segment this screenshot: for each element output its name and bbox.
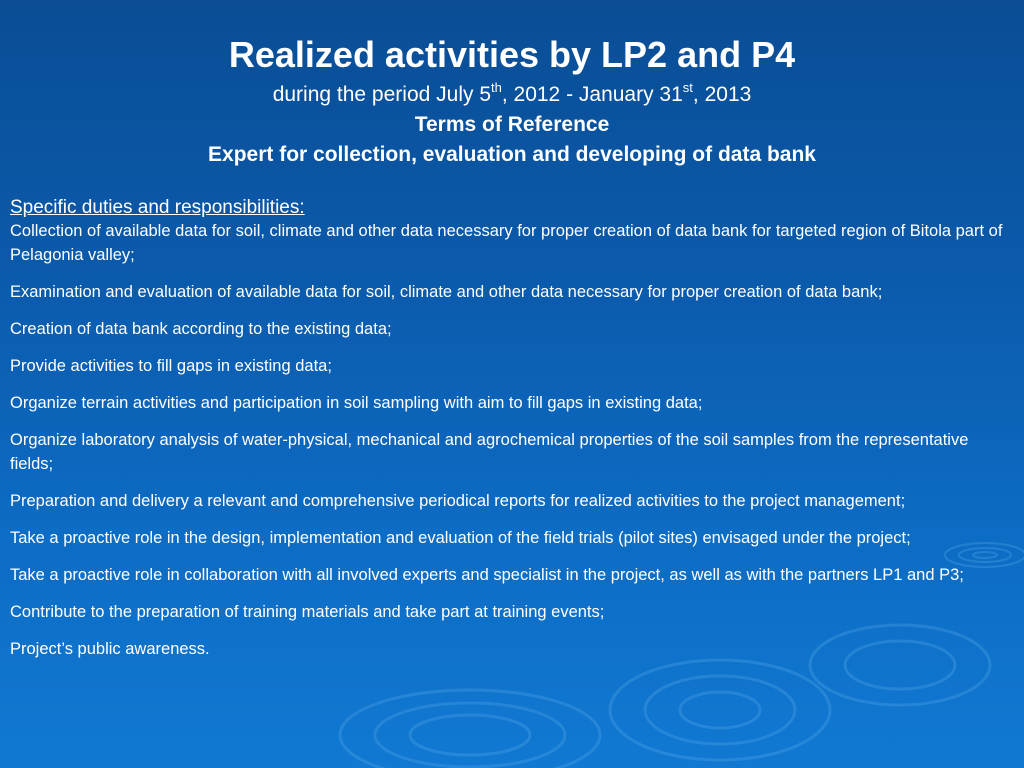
duties-section bbox=[10, 196, 1014, 674]
duty-item: Preparation and delivery a relevant and comprehensive periodical reports for realized activities to the project management; bbox=[10, 492, 906, 510]
duty-item: Creation of data bank according to the existing data; bbox=[10, 320, 392, 338]
duties-list bbox=[10, 219, 1014, 661]
duty-item: Take a proactive role in collaboration with all involved experts and specialist in the project, as well as with the partners LP1 and P3; bbox=[10, 566, 964, 584]
slide-title: Realized activities by LP2 and P4 bbox=[228, 34, 796, 75]
period-prefix: during the period July 5 bbox=[272, 83, 491, 106]
duty-item: Contribute to the preparation of training materials and take part at training events; bbox=[10, 603, 605, 621]
duty-item: Project’s public awareness. bbox=[10, 640, 210, 658]
duty-item: Collection of available data for soil, climate and other data necessary for proper creation of data bank for targeted region of Bitola part of Pelagonia valley; bbox=[10, 222, 1003, 264]
period-suffix: , 2013 bbox=[692, 83, 752, 106]
duty-item: Provide activities to fill gaps in existing data; bbox=[10, 357, 332, 375]
period-middle: , 2012 - January 31 bbox=[501, 83, 683, 106]
terms-of-reference-heading: Terms of Reference bbox=[414, 113, 610, 136]
expert-title-heading: Expert for collection, evaluation and developing of data bank bbox=[208, 143, 816, 166]
period-sup-th: th bbox=[491, 80, 502, 95]
duty-item: Take a proactive role in the design, implementation and evaluation of the field trials (pilot sites) envisaged under the project; bbox=[10, 529, 911, 547]
duty-item: Organize terrain activities and participation in soil sampling with aim to fill gaps in existing data; bbox=[10, 394, 703, 412]
duty-item: Examination and evaluation of available data for soil, climate and other data necessary for proper creation of data bank; bbox=[10, 283, 883, 301]
period-sup-st: st bbox=[682, 80, 693, 95]
duties-heading: Specific duties and responsibilities: bbox=[10, 197, 305, 218]
duty-item: Organize laboratory analysis of water-physical, mechanical and agrochemical properties of the soil samples from the representative fields; bbox=[10, 431, 969, 473]
period-subtitle bbox=[0, 82, 1024, 108]
